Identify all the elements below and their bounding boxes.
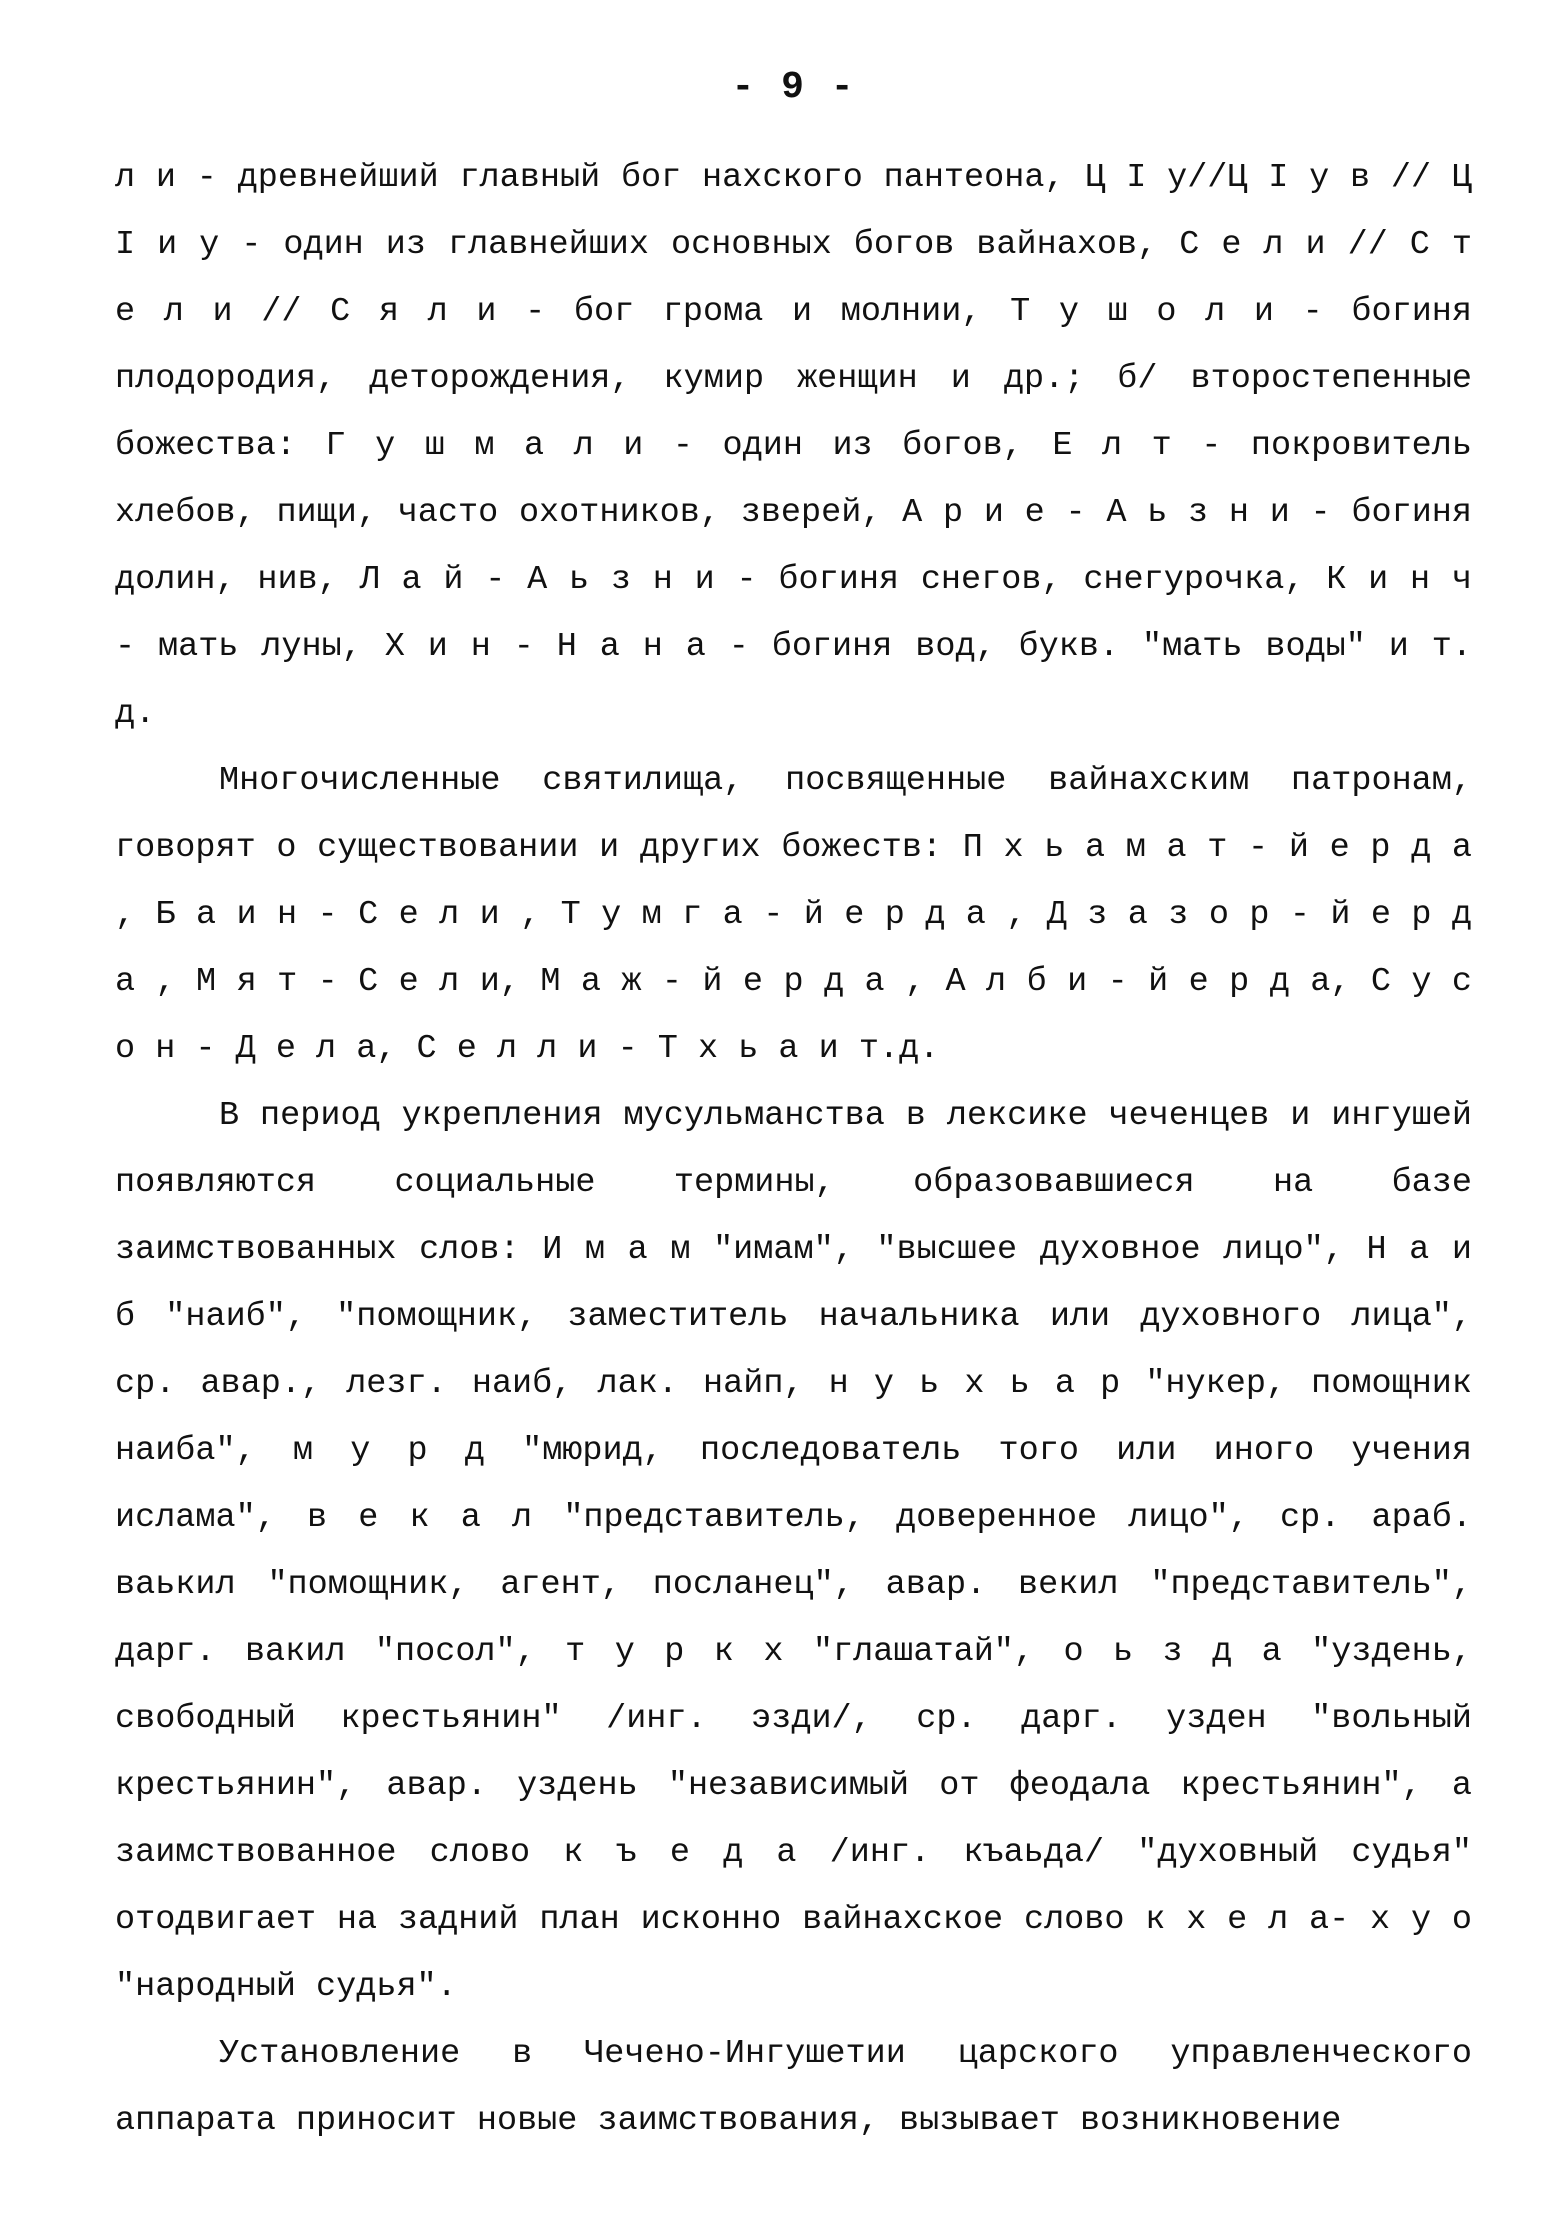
paragraph-tsarist-administration: Установление в Чечено-Ингушетии царского управленческого аппарата приносит новые заимствования, вызывает возникновение [115, 2035, 1472, 2140]
page-number: - 9 - [731, 66, 856, 109]
body-text [115, 145, 1472, 2155]
paragraph-social-terms: В период укрепления мусульманства в лексике чеченцев и ингушей появляются социальные термины, образовавшиеся на базе заимствованных слов: И м а м "имам", "высшее духовное лицо", Н а и б "наиб", "помощник, заместитель начальника или духовного лица", ср. авар., лезг. наиб, лак. найп, н у ь х ь а р "нукер, помощник наиба", м у р д "мюрид, последователь того или иного учения ислама", в е к а л "представитель, доверенное лицо", ср. араб. ваькил "помощник, агент, посланец", авар. векил "представитель", дарг. вакил "посол", т у р к х "глашатай", о ь з д а "уздень, свободный крестьянин" /инг. эзди/, ср. дарг. узден "вольный крестьянин", авар. уздень "независимый от феодала крестьянин", а заимствованное слово к ъ е д а /инг. къаьда/ "духовный судья" отодвигает на задний план исконно вайнахское слово к х е л а- х у о "народный судья". [115, 1097, 1472, 2006]
paragraph-deities-list: л и - древнейший главный бог нахского пантеона, Ц І у//Ц І у в // Ц І и у - один из главнейших основных богов вайнахов, С е л и // С т е л и // С я л и - бог грома и молнии, Т у ш о л и - богиня плодородия, деторождения, кумир женщин и др.; б/ второстепенные божества: Г у ш м а л и - один из богов, Е л т - покровитель хлебов, пищи, часто охотников, зверей, А р и е - А ь з н и - богиня долин, нив, Л а й - А ь з н и - богиня снегов, снегурочка, К и н ч - мать луны, Х и н - Н а н а - богиня вод, букв. "мать воды" и т. д. [115, 159, 1472, 733]
paragraph-sanctuaries: Многочисленные святилища, посвященные вайнахским патронам, говорят о существовании и других божеств: П х ь а м а т - й е р д а , Б а и н - С е л и , Т у м г а - й е р д а , Д з а з о р - й е р д а , М я т - С е л и, М а ж - й е р д а , А л б и - й е р д а, С у с о н - Д е л а, С е л л и - Т х ь а и т.д. [115, 762, 1472, 1068]
